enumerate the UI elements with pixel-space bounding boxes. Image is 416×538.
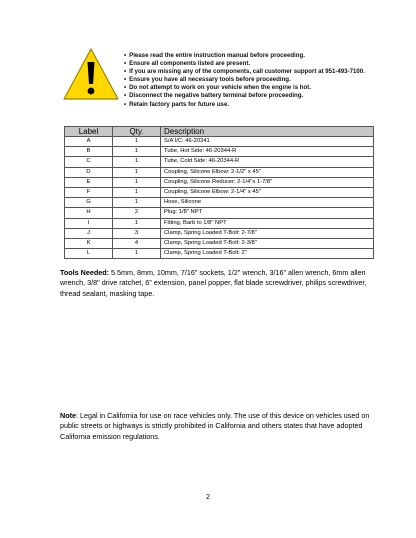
cell-description: Clamp, Spring Loaded T-Bolt: 2" <box>161 249 374 259</box>
cell-description: Tube, Hot Side: 46-20344-R <box>161 147 374 157</box>
cell-label: H <box>65 208 113 218</box>
warning-triangle-icon <box>62 47 120 101</box>
notice-item: • Please read the entire instruction manual before proceeding. <box>124 52 394 60</box>
cell-qty: 1 <box>113 147 161 157</box>
cell-qty: 1 <box>113 249 161 259</box>
table-row <box>65 249 374 259</box>
table-row <box>65 157 374 167</box>
cell-label: I <box>65 218 113 228</box>
cell-description: Coupling, Silicone Reducer: 2-1/4"x 1-7/8" <box>161 177 374 187</box>
cell-qty: 1 <box>113 137 161 147</box>
column-header-label: Label <box>65 127 113 137</box>
cell-description: Clamp, Spring Loaded T-Bolt: 2-7/8" <box>161 228 374 238</box>
parts-table <box>64 126 374 259</box>
cell-label: J <box>65 228 113 238</box>
cell-qty: 1 <box>113 188 161 198</box>
cell-description: Clamp, Spring Loaded T-Bolt: 2-3/8" <box>161 239 374 249</box>
table-row <box>65 177 374 187</box>
cell-label: L <box>65 249 113 259</box>
table-row <box>65 228 374 238</box>
notice-item: • Disconnect the negative battery terminal before proceeding. <box>124 92 394 100</box>
notice-item: • If you are missing any of the components, call customer support at 951-493-7100. <box>124 68 394 76</box>
legal-note-paragraph <box>60 411 370 442</box>
cell-qty: 4 <box>113 239 161 249</box>
cell-description: Fitting, Barb to 1/8" NPT <box>161 218 374 228</box>
cell-description: Tube, Cold Side: 46-20344-R <box>161 157 374 167</box>
table-row <box>65 167 374 177</box>
table-row <box>65 218 374 228</box>
cell-qty: 1 <box>113 218 161 228</box>
table-row <box>65 188 374 198</box>
cell-description: Coupling, Silicone Elbow: 2-1/4" x 45" <box>161 188 374 198</box>
notice-item: • Do not attempt to work on your vehicle when the engine is hot. <box>124 84 394 92</box>
cell-label: K <box>65 239 113 249</box>
cell-label: G <box>65 198 113 208</box>
cell-label: A <box>65 137 113 147</box>
cell-description: Hose, Silicone <box>161 198 374 208</box>
cell-description: Coupling, Silicone Elbow: 2-1/2" x 45" <box>161 167 374 177</box>
table-row <box>65 198 374 208</box>
cell-description: S/A I/C: 46-20341 <box>161 137 374 147</box>
cell-qty: 3 <box>113 228 161 238</box>
tools-needed-paragraph <box>60 268 370 299</box>
table-header-row <box>65 127 374 137</box>
cell-label: E <box>65 177 113 187</box>
column-header-description: Description <box>161 127 374 137</box>
note-text: : Legal in California for use on race vehicles only. The use of this device on vehicles used on public streets or highways is strictly prohibited in California and others states that have adopted California emission regulations. <box>60 411 370 441</box>
column-header-qty: Qty. <box>113 127 161 137</box>
cell-qty: 1 <box>113 177 161 187</box>
page-number: 2 <box>206 494 210 501</box>
notice-item: • Retain factory parts for future use. <box>124 101 394 109</box>
table-row <box>65 137 374 147</box>
cell-label: D <box>65 167 113 177</box>
cell-description: Plug: 1/8" NPT <box>161 208 374 218</box>
cell-label: B <box>65 147 113 157</box>
cell-label: F <box>65 188 113 198</box>
notice-item: • Ensure you have all necessary tools before proceeding. <box>124 76 394 84</box>
cell-qty: 1 <box>113 157 161 167</box>
cell-label: C <box>65 157 113 167</box>
cell-qty: 2 <box>113 208 161 218</box>
table-row <box>65 208 374 218</box>
note-heading: Note <box>60 411 76 420</box>
cell-qty: 1 <box>113 167 161 177</box>
table-row <box>65 147 374 157</box>
tools-needed-heading: Tools Needed: <box>60 268 109 277</box>
tools-needed-text: 5.5mm, 8mm, 10mm, 7/16" sockets, 1/2" wrench, 3/16" allen wrench, 6mm allen wrench, 3/8" drive ratchet, 6" extension, panel popper, flat blade screwdriver, philips screwdriver, thread sealant, masking tape. <box>60 268 367 298</box>
table-row <box>65 239 374 249</box>
cell-qty: 1 <box>113 198 161 208</box>
notice-item: • Ensure all components listed are present. <box>124 60 394 68</box>
notice-list <box>124 52 394 109</box>
